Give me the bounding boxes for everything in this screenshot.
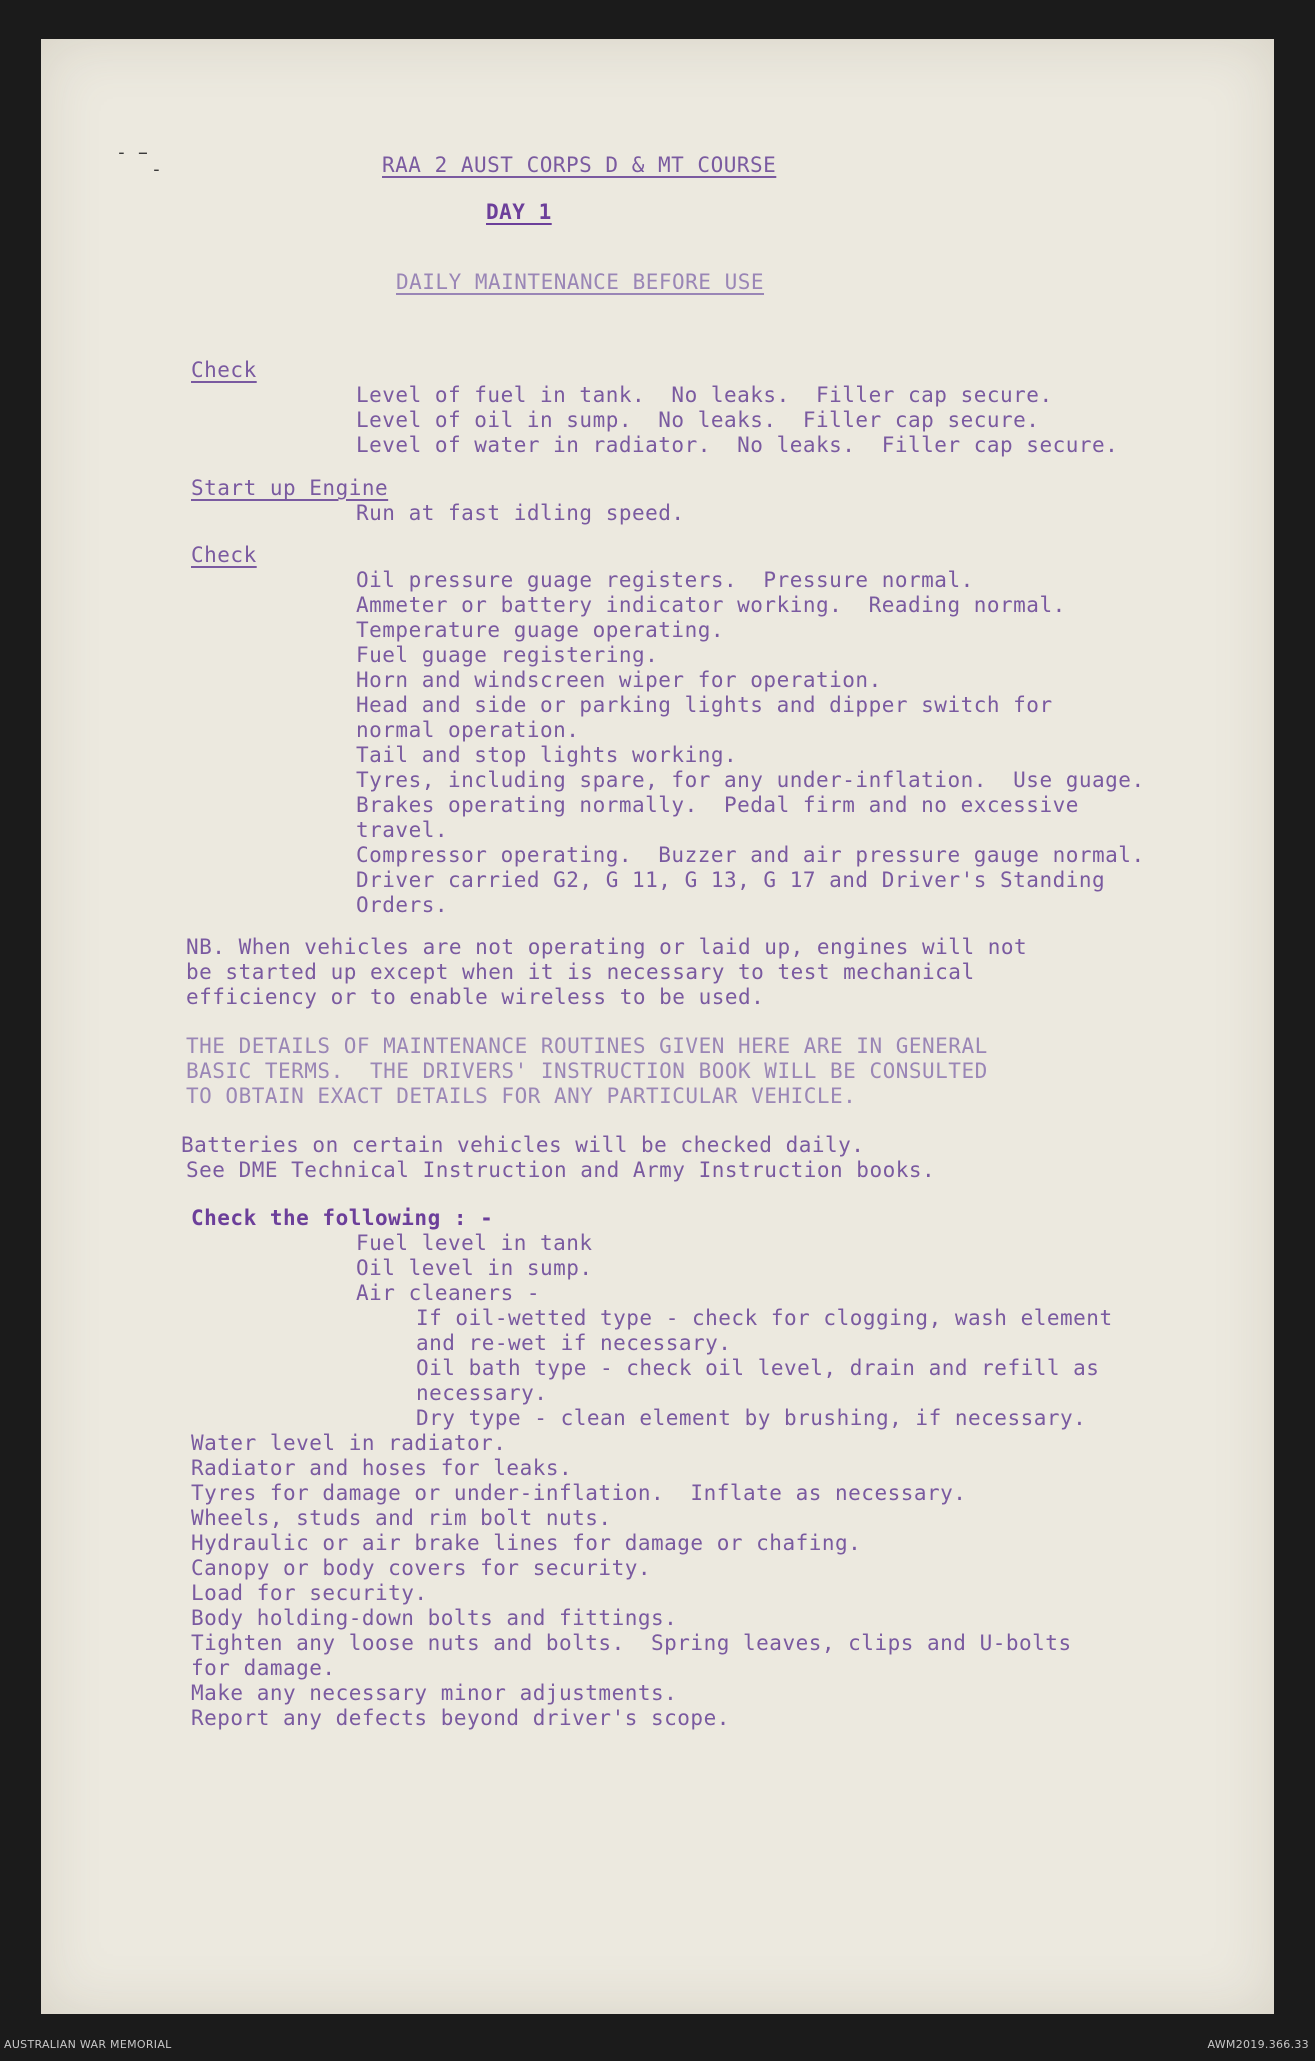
list-item: Tail and stop lights working.	[356, 743, 738, 767]
footer-institution: AUSTRALIAN WAR MEMORIAL	[4, 2038, 172, 2051]
list-item: Driver carried G2, G 11, G 13, G 17 and Driver's Standing	[356, 868, 1106, 892]
list-item: for damage.	[191, 1656, 336, 1680]
paragraph-line: NB. When vehicles are not operating or laid up, engines will not	[186, 935, 1028, 959]
list-item: Oil bath type - check oil level, drain and refill as	[416, 1356, 1100, 1380]
page-mark: ‐	[151, 159, 162, 180]
list-item: Level of fuel in tank. No leaks. Filler cap secure.	[356, 383, 1053, 407]
list-item: Wheels, studs and rim bolt nuts.	[191, 1506, 612, 1530]
section-heading: Check	[191, 543, 257, 567]
list-item: Report any defects beyond driver's scope.	[191, 1706, 730, 1730]
list-item: Horn and windscreen wiper for operation.	[356, 668, 882, 692]
list-item: Water level in radiator.	[191, 1431, 507, 1455]
list-item: Radiator and hoses for leaks.	[191, 1456, 573, 1480]
list-item: Oil level in sump.	[356, 1256, 593, 1280]
list-item: Oil pressure guage registers. Pressure normal.	[356, 568, 974, 592]
list-item: Compressor operating. Buzzer and air pressure gauge normal.	[356, 843, 1145, 867]
list-item: Temperature guage operating.	[356, 618, 725, 642]
list-item: travel.	[356, 818, 449, 842]
day-label: DAY 1	[486, 200, 552, 224]
list-item: Tyres for damage or under-inflation. Inflate as necessary.	[191, 1481, 967, 1505]
section-heading: Check the following : -	[191, 1206, 494, 1230]
list-item: normal operation.	[356, 718, 580, 742]
list-item: Hydraulic or air brake lines for damage or chafing.	[191, 1531, 862, 1555]
list-item: Brakes operating normally. Pedal firm and no excessive	[356, 793, 1079, 817]
document-title: RAA 2 AUST CORPS D & MT COURSE	[382, 153, 777, 177]
list-item: Air cleaners -	[356, 1281, 541, 1305]
list-item: Orders.	[356, 893, 449, 917]
paragraph-line: Batteries on certain vehicles will be checked daily.	[181, 1133, 865, 1157]
list-item: Level of oil in sump. No leaks. Filler cap secure.	[356, 408, 1040, 432]
paragraph-line: See DME Technical Instruction and Army Instruction books.	[186, 1158, 936, 1182]
list-item: Load for security.	[191, 1581, 428, 1605]
list-item: Dry type - clean element by brushing, if necessary.	[416, 1406, 1087, 1430]
paragraph-line: BASIC TERMS. THE DRIVERS' INSTRUCTION BOOK WILL BE CONSULTED	[186, 1059, 988, 1083]
footer-accession-number: AWM2019.366.33	[1207, 2038, 1309, 2051]
list-item: If oil-wetted type - check for clogging, wash element	[416, 1306, 1113, 1330]
paragraph-line: THE DETAILS OF MAINTENANCE ROUTINES GIVEN HERE ARE IN GENERAL	[186, 1034, 988, 1058]
paragraph-line: TO OBTAIN EXACT DETAILS FOR ANY PARTICULAR VEHICLE.	[186, 1084, 857, 1108]
list-item: Head and side or parking lights and dipper switch for	[356, 693, 1053, 717]
section-heading: Start up Engine	[191, 476, 389, 500]
section-heading: Check	[191, 358, 257, 382]
document-subtitle: DAILY MAINTENANCE BEFORE USE	[396, 270, 765, 294]
list-item: Make any necessary minor adjustments.	[191, 1681, 678, 1705]
list-item: and re-wet if necessary.	[416, 1331, 732, 1355]
paragraph-line: be started up except when it is necessary to test mechanical	[186, 960, 975, 984]
list-item: Fuel guage registering.	[356, 643, 659, 667]
list-item: Ammeter or battery indicator working. Reading normal.	[356, 593, 1066, 617]
document-page	[41, 39, 1274, 2014]
list-item: Run at fast idling speed.	[356, 501, 685, 525]
page-mark: ‐ ̵	[116, 142, 149, 163]
list-item: Body holding-down bolts and fittings.	[191, 1606, 678, 1630]
list-item: necessary.	[416, 1381, 548, 1405]
list-item: Tyres, including spare, for any under-inflation. Use guage.	[356, 768, 1145, 792]
list-item: Canopy or body covers for security.	[191, 1556, 652, 1580]
list-item: Fuel level in tank	[356, 1231, 593, 1255]
paragraph-line: efficiency or to enable wireless to be used.	[186, 985, 765, 1009]
list-item: Level of water in radiator. No leaks. Filler cap secure.	[356, 433, 1119, 457]
list-item: Tighten any loose nuts and bolts. Spring leaves, clips and U-bolts	[191, 1631, 1072, 1655]
